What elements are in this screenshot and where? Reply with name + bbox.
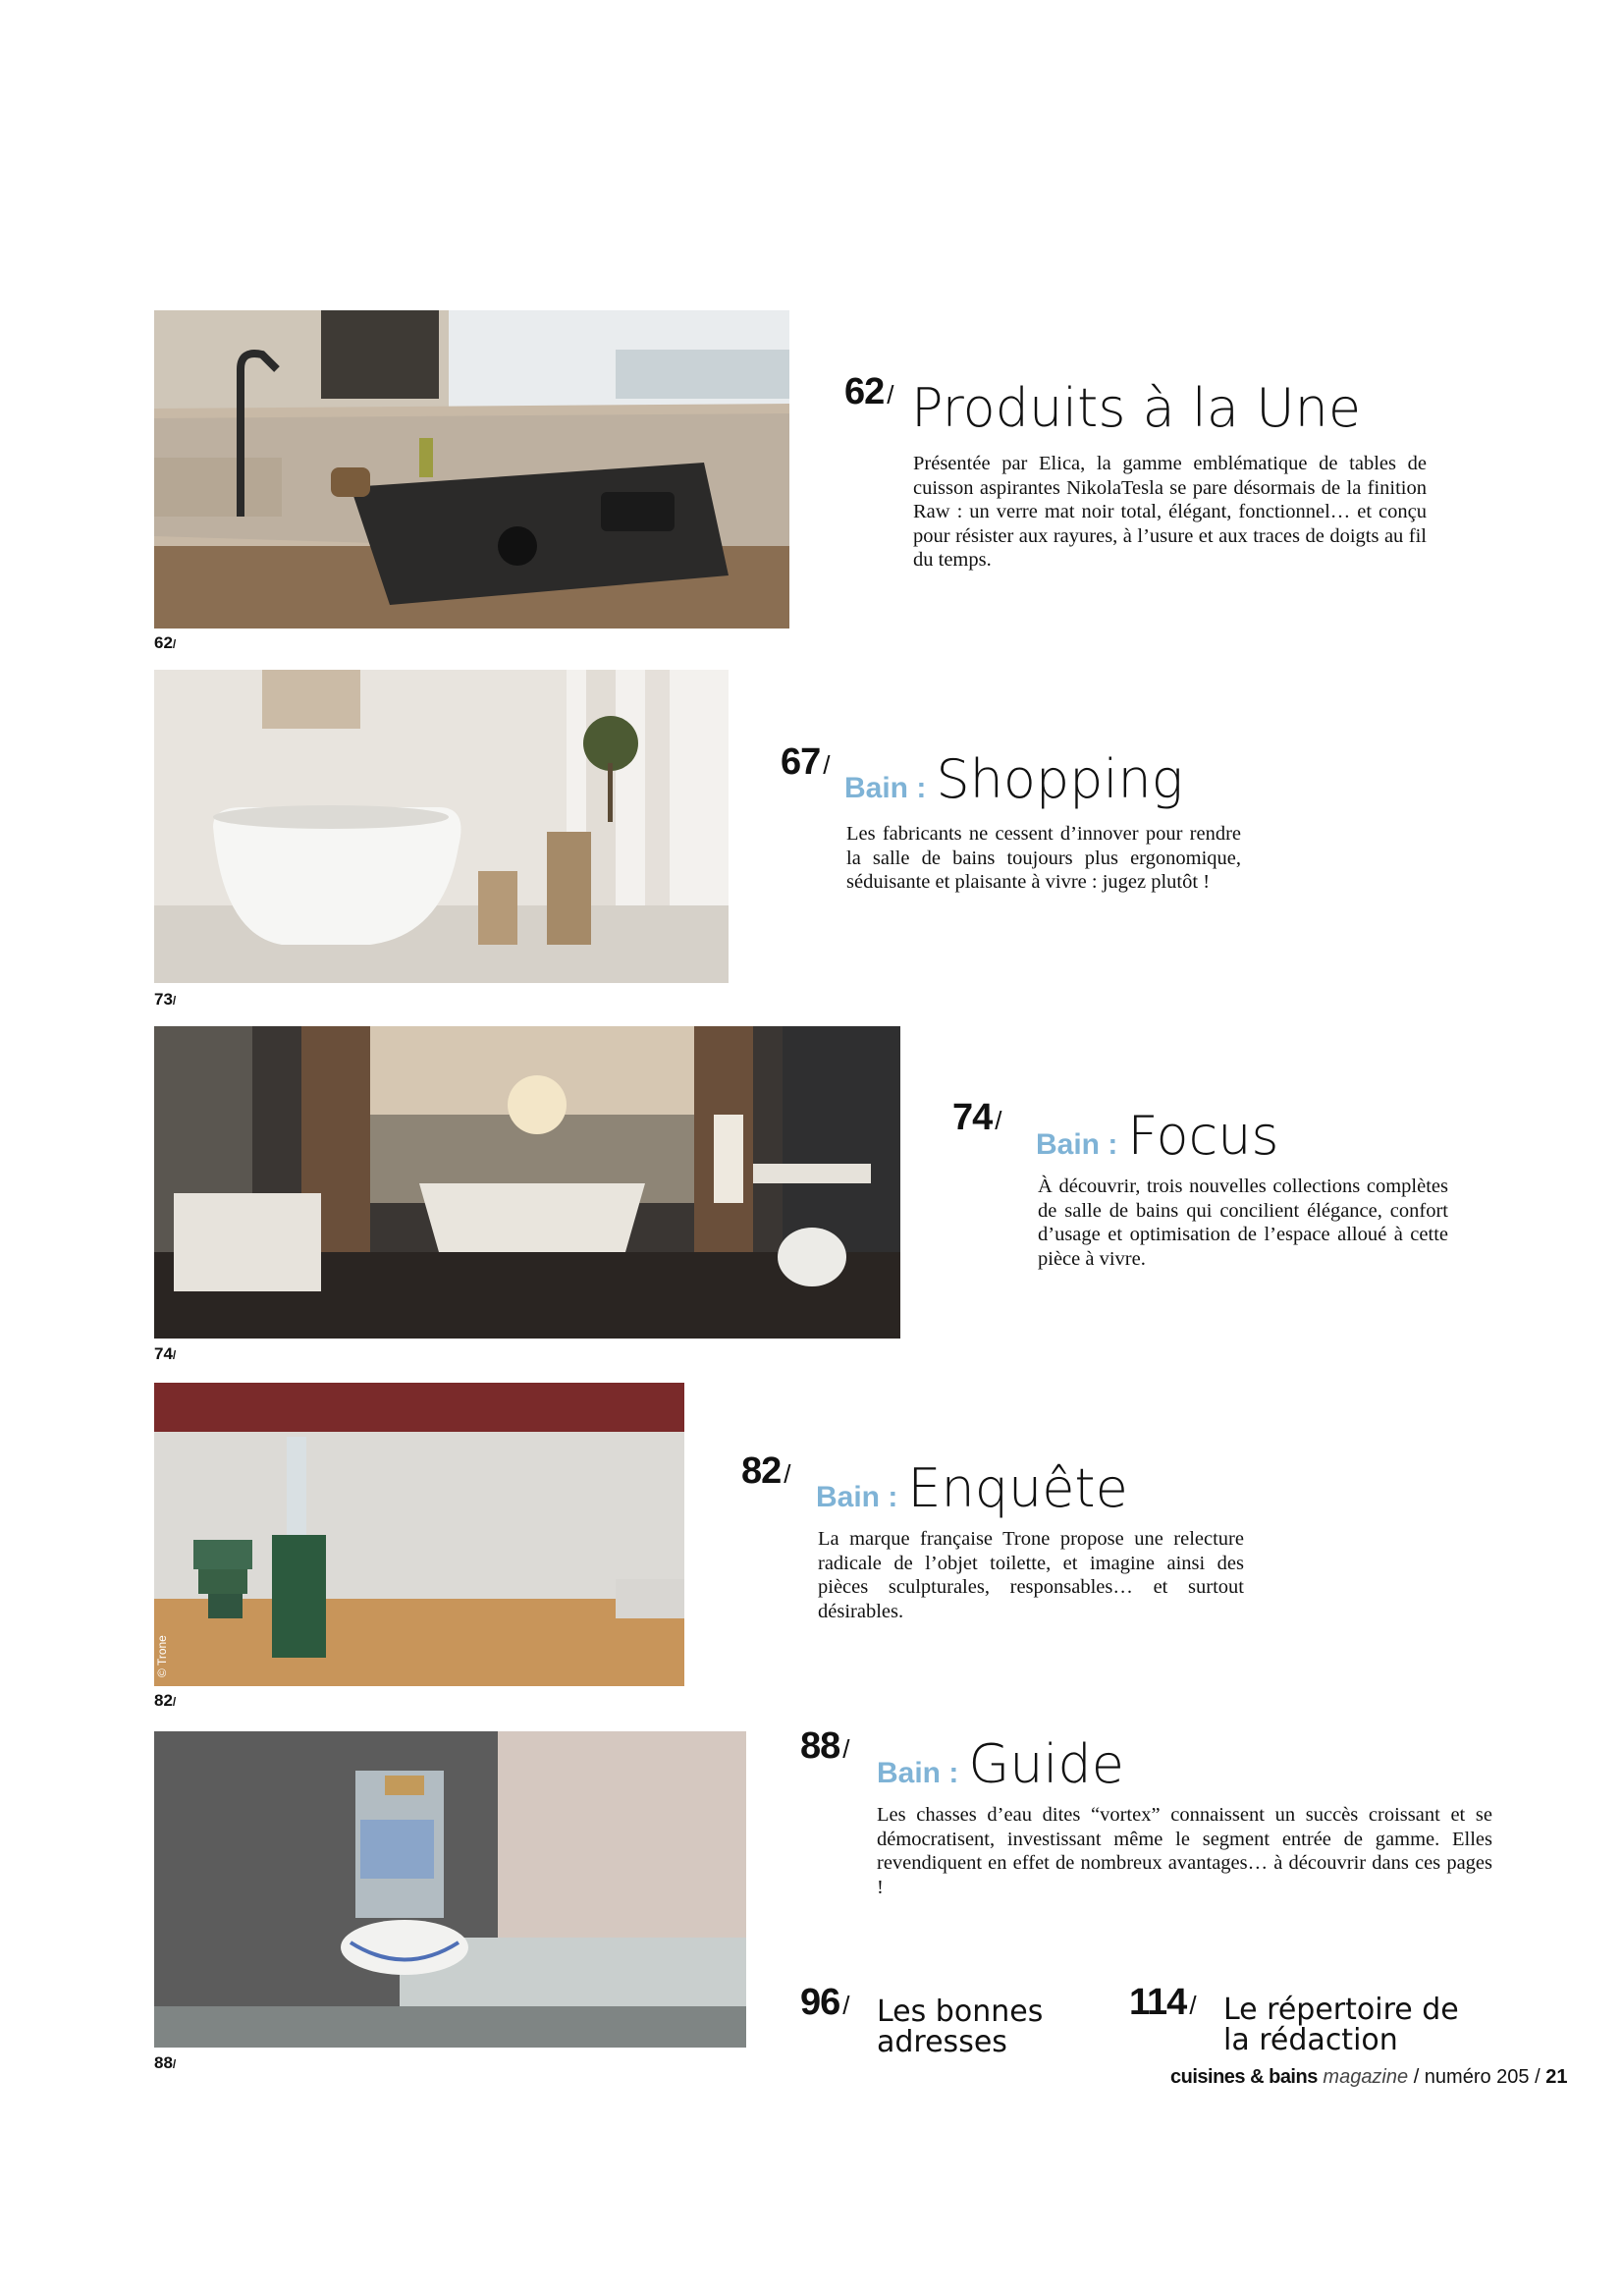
section-title-enquete: Bain : Enquête — [816, 1457, 1128, 1519]
photo-caption-5: 88/ — [154, 2053, 177, 2072]
section-title-produits: Produits à la Une — [911, 377, 1362, 439]
section-body-shopping: Les fabricants ne cessent d’innover pour rendre la salle de bains toujours plus ergonomique, séduisante et plaisante à vivre : jugez plutôt ! — [846, 823, 1241, 893]
section-body-produits: Présentée par Elica, la gamme emblématique de tables de cuisson aspirantes NikolaTesla se pare désormais de la finition Raw : un verre mat noir total, élégant, fonctionnel… et conçu pour résister aux rayures, à l’usure et aux traces de doigts au fil du temps. — [913, 453, 1427, 571]
section-title-bonnes-adresses: Les bonnes adresses — [877, 1995, 1044, 2059]
section-body-guide: Les chasses d’eau dites “vortex” connaissent un succès croissant et se démocratisent, investissant même le segment entrée de gamme. Elles revendiquent en effet de nombreux avantages… à découvrir dans ces pages ! — [877, 1804, 1492, 1898]
page-number-96: 96 / — [800, 1982, 849, 2023]
photo-caption-3: 74/ — [154, 1344, 177, 1363]
footer-issue: / numéro 205 / — [1413, 2066, 1541, 2088]
section-title-focus: Bain : Focus — [1036, 1105, 1279, 1167]
photo-caption-4: 82/ — [154, 1691, 177, 1710]
section-body-enquete: La marque française Trone propose une relecture radicale de l’objet toilette, et imagine ainsi des pièces sculpturales, responsables… et surtout désirables. — [818, 1528, 1244, 1622]
footer-page-number: 21 — [1545, 2066, 1568, 2088]
photo-caption-2: 73/ — [154, 990, 177, 1009]
photo-credit: © Trone — [155, 1635, 169, 1677]
page-number-62: 62 / — [844, 371, 893, 412]
section-title-guide: Bain : Guide — [877, 1733, 1124, 1795]
page-number-67: 67 / — [781, 741, 830, 783]
photo-vortex-toilet — [154, 1731, 746, 2048]
page-number-88: 88 / — [800, 1725, 849, 1767]
section-body-focus: À découvrir, trois nouvelles collections complètes de salle de bains qui concilient élégance, confort d’usage et optimisation de l’espace alloué à cette pièce à vivre. — [1038, 1175, 1448, 1270]
photo-bathtub — [154, 670, 729, 983]
page-number-114: 114 / — [1129, 1982, 1196, 2023]
footer-magazine: magazine — [1323, 2066, 1409, 2088]
section-title-repertoire: Le répertoire de la rédaction — [1223, 1993, 1459, 2057]
page-number-74: 74 / — [952, 1097, 1001, 1138]
photo-bathroom-view — [154, 1026, 900, 1339]
photo-kitchen-cooktop — [154, 310, 789, 629]
page-number-82: 82 / — [741, 1450, 790, 1492]
photo-trone-toilets — [154, 1383, 684, 1686]
footer-brand: cuisines & bains — [1170, 2066, 1318, 2088]
section-title-shopping: Bain : Shopping — [844, 748, 1184, 810]
page-footer — [1170, 2066, 1567, 2089]
photo-caption-1: 62/ — [154, 633, 177, 652]
